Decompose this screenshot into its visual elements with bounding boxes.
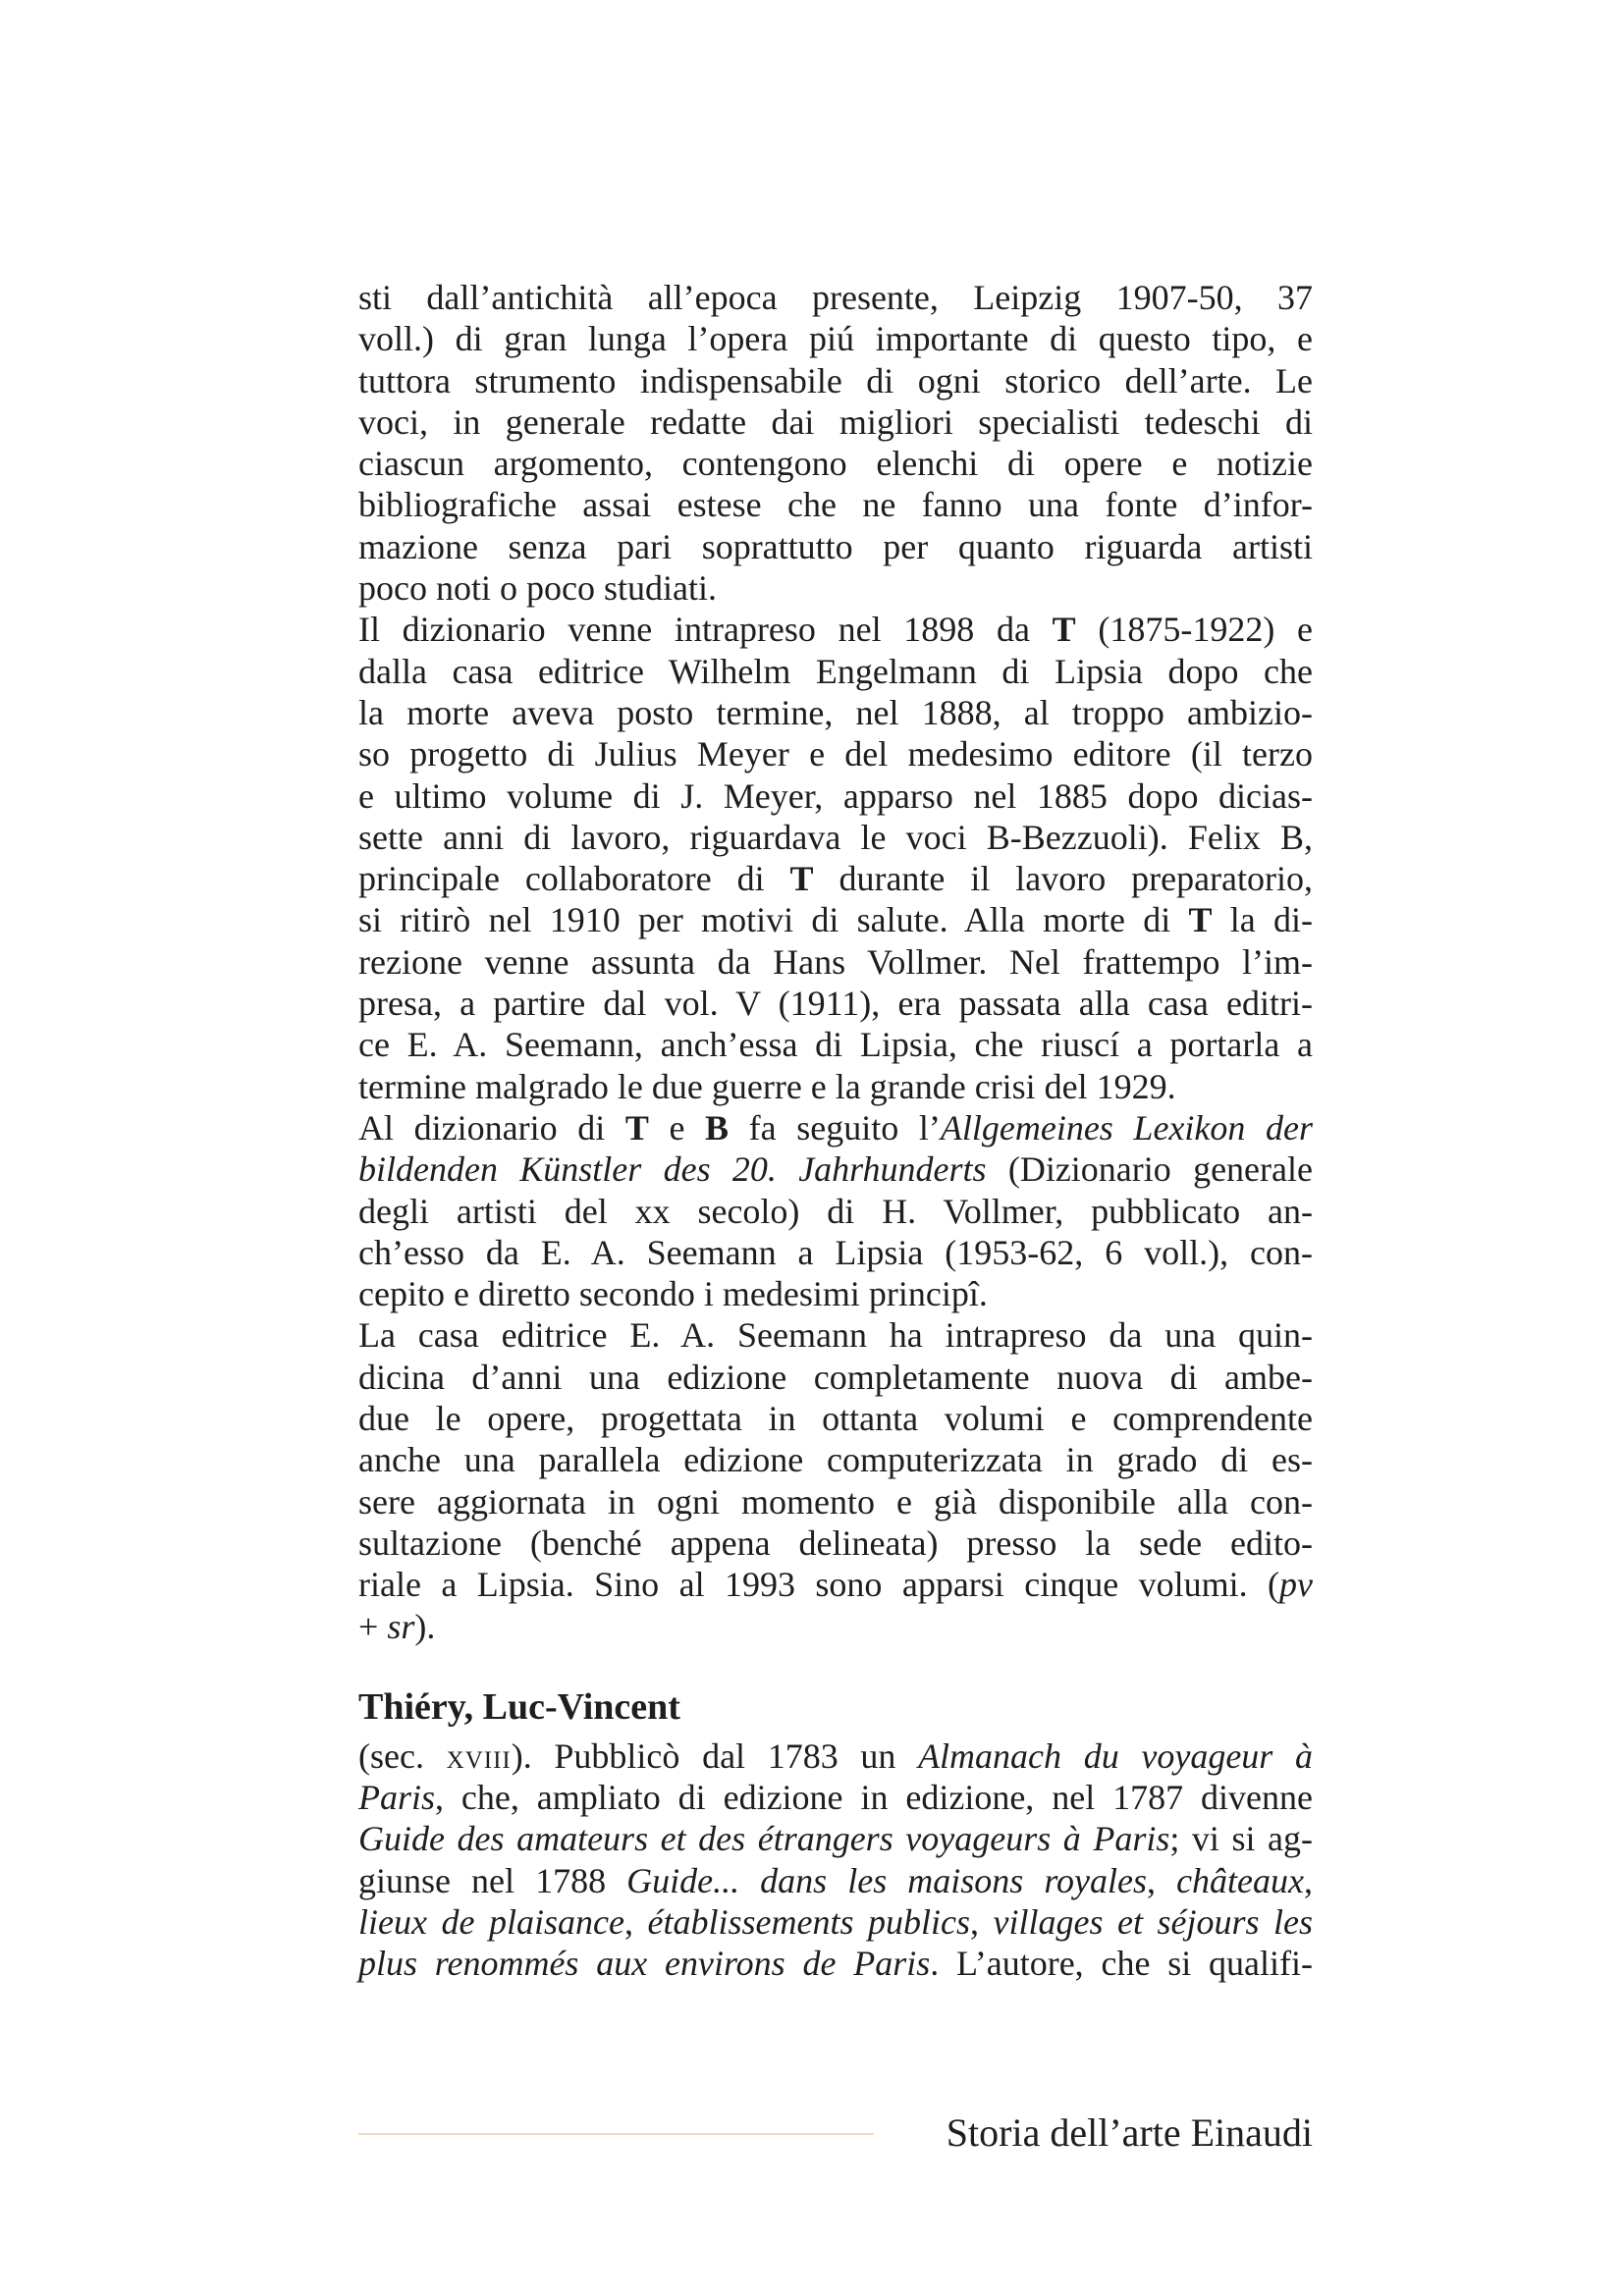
- text-line: [358, 1901, 1313, 1943]
- text-run: ,: [623, 1901, 648, 1942]
- paragraph-2: [358, 609, 1313, 1107]
- main-text: [358, 277, 1313, 1985]
- text-line: [358, 1860, 1313, 1901]
- text-line: dalla casa editrice Wilhelm Engelmann di Lipsia dopo che: [358, 651, 1313, 691]
- text-run: +: [358, 1606, 388, 1646]
- text-run: ; vi si ag-: [1169, 1819, 1313, 1859]
- text-run: si ritirò nel 1910 per motivi di salute. Alla morte di: [358, 900, 1189, 940]
- text-line: [358, 1148, 1313, 1190]
- century-numeral: xviii: [446, 1735, 512, 1776]
- footer-rule: [358, 2133, 874, 2135]
- text-line: [358, 899, 1313, 940]
- text-line: cepito e diretto secondo i medesimi principî.: [358, 1274, 988, 1314]
- text-line: voll.) di gran lunga l’opera piú importante di questo tipo, e: [358, 319, 1313, 359]
- author-abbrev-t: T: [789, 859, 814, 899]
- text-line: [358, 1606, 1313, 1647]
- text-run: ,: [969, 1901, 994, 1942]
- text-line: ce E. A. Seemann, anch’essa di Lipsia, che riuscí a portarla a: [358, 1025, 1313, 1065]
- book-title: Guide... dans les maisons royales: [626, 1860, 1147, 1900]
- paragraph-4: [358, 1314, 1313, 1646]
- text-run: e: [648, 1107, 706, 1148]
- text-line: La casa editrice E. A. Seemann ha intrapreso da una quin-: [358, 1315, 1313, 1356]
- paragraph-1: [358, 277, 1313, 609]
- text-run: . L’autore, che si qualifi-: [930, 1944, 1313, 1984]
- text-line: ch’esso da E. A. Seemann a Lipsia (1953-62, 6 voll.), con-: [358, 1232, 1313, 1272]
- footer-title: Storia dell’arte Einaudi: [946, 2110, 1313, 2155]
- text-line: poco noti o poco studiati.: [358, 568, 717, 609]
- book-title: bildenden Künstler des 20. Jahrhunderts: [358, 1149, 987, 1190]
- text-run: principale collaboratore di: [358, 859, 790, 899]
- book-title: plus renommés aux environs de Paris: [358, 1944, 931, 1984]
- text-line: so progetto di Julius Meyer e del medesimo editore (il terzo: [358, 734, 1313, 774]
- book-title: châteaux: [1176, 1860, 1304, 1900]
- text-line: anche una parallela edizione computerizzata in grado di es-: [358, 1440, 1313, 1480]
- text-line: termine malgrado le due guerre e la grande crisi del 1929.: [358, 1066, 1176, 1106]
- text-line: tuttora strumento indispensabile di ogni storico dell’arte. Le: [358, 360, 1313, 400]
- author-abbrev-t: T: [624, 1107, 649, 1148]
- entry-heading: Thiéry, Luc-Vincent: [358, 1685, 680, 1728]
- text-line: dicina d’anni una edizione completamente nuova di ambe-: [358, 1357, 1313, 1397]
- text-line: [358, 1107, 1313, 1148]
- text-line: sultazione (benché appena delineata) presso la sede edito-: [358, 1522, 1313, 1563]
- book-title: villages et séjours les: [993, 1901, 1314, 1942]
- book-title: Guide des amateurs et des étrangers voyageurs à Paris: [358, 1819, 1170, 1859]
- text-run: (sec.: [358, 1735, 447, 1776]
- text-line: mazione senza pari soprattutto per quanto riguarda artisti: [358, 526, 1313, 566]
- text-run: (Dizionario generale: [986, 1149, 1313, 1190]
- text-line: sti dall’antichità all’epoca presente, Leipzig 1907-50, 37: [358, 278, 1313, 317]
- text-line: [358, 1818, 1313, 1859]
- text-line: rezione venne assunta da Hans Vollmer. Nel frattempo l’im-: [358, 941, 1313, 982]
- text-line: ciascun argomento, contengono elenchi di opere e notizie: [358, 444, 1313, 484]
- text-line: [358, 1943, 1313, 1984]
- entry-paragraph: [358, 1735, 1313, 1985]
- author-abbrev-t: T: [1188, 900, 1213, 940]
- author-initials: pv: [1279, 1565, 1313, 1605]
- text-line: [358, 1777, 1313, 1818]
- text-run: ,: [1304, 1860, 1313, 1900]
- text-run: durante il lavoro preparatorio,: [813, 859, 1314, 899]
- text-line: voci, in generale redatte dai migliori specialisti tedeschi di: [358, 401, 1313, 442]
- text-run: ).: [414, 1606, 436, 1646]
- book-title: Allgemeines Lexikon der: [940, 1107, 1313, 1148]
- author-initials: sr: [387, 1606, 415, 1646]
- author-abbrev-b: B: [705, 1107, 730, 1148]
- text-run: la di-: [1212, 900, 1313, 940]
- author-abbrev-t: T: [1052, 610, 1076, 650]
- text-line: sette anni di lavoro, riguardava le voci B-Bezzuoli). Felix B,: [358, 817, 1313, 857]
- text-line: due le opere, progettata in ottanta volumi e comprendente: [358, 1399, 1313, 1439]
- page-footer: [358, 2109, 1313, 2158]
- book-title: lieux de plaisance: [358, 1901, 624, 1942]
- text-line: [358, 858, 1313, 899]
- text-line: sere aggiornata in ogni momento e già disponibile alla con-: [358, 1481, 1313, 1522]
- text-run: , che, ampliato di edizione in edizione, nel 1787 divenne: [435, 1778, 1313, 1818]
- text-run: (1875-1922) e: [1075, 610, 1313, 650]
- text-run: giunse nel 1788: [358, 1860, 627, 1900]
- text-run: ). Pubblicò dal 1783 un: [511, 1735, 919, 1776]
- text-run: riale a Lipsia. Sino al 1993 sono apparsi cinque volumi. (: [358, 1565, 1280, 1605]
- text-line: bibliografiche assai estese che ne fanno una fonte d’infor-: [358, 485, 1313, 525]
- book-title: établissements publics: [647, 1901, 970, 1942]
- text-run: Il dizionario venne intrapreso nel 1898 da: [358, 610, 1053, 650]
- text-run: Al dizionario di: [358, 1107, 625, 1148]
- text-line: e ultimo volume di J. Meyer, apparso nel 1885 dopo dicias-: [358, 775, 1313, 816]
- text-line: la morte aveva posto termine, nel 1888, al troppo ambizio-: [358, 692, 1313, 732]
- book-title: Almanach du voyageur à: [918, 1735, 1313, 1776]
- text-run: ,: [1147, 1860, 1177, 1900]
- paragraph-3: [358, 1107, 1313, 1314]
- text-line: [358, 1735, 1313, 1777]
- text-line: [358, 609, 1313, 650]
- text-line: [358, 1564, 1313, 1605]
- text-line: degli artisti del xx secolo) di H. Vollmer, pubblicato an-: [358, 1191, 1313, 1231]
- book-title: Paris: [358, 1778, 436, 1818]
- text-run: fa seguito l’: [729, 1107, 941, 1148]
- text-line: presa, a partire dal vol. V (1911), era passata alla casa editri-: [358, 984, 1313, 1024]
